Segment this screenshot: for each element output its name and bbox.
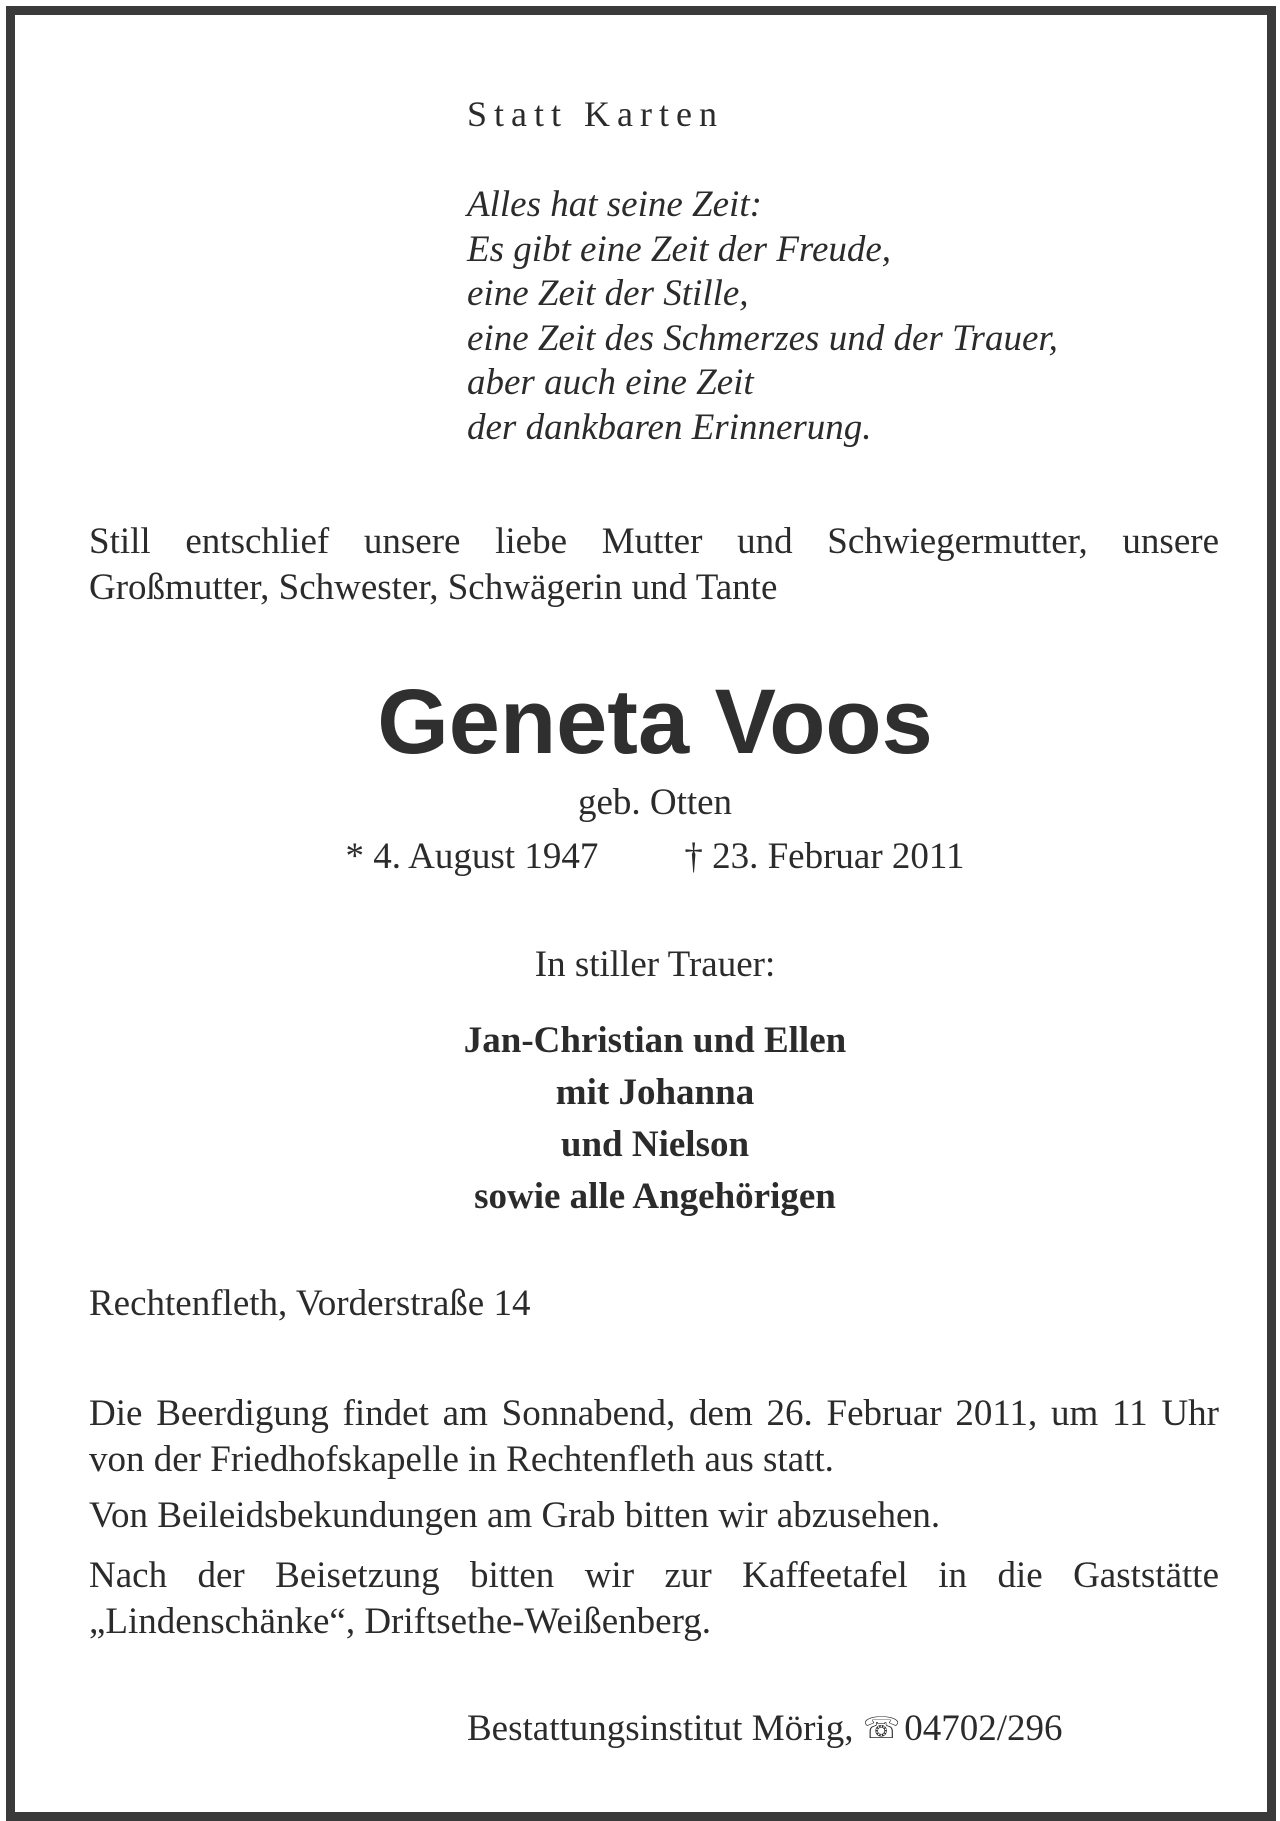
notice-frame: [6, 6, 1276, 1821]
notice-heading: Statt Karten: [467, 94, 724, 134]
deceased-name: Geneta Voos: [377, 671, 933, 773]
poem-line: eine Zeit der Stille,: [467, 273, 749, 314]
poem-line: der dankbaren Erinnerung.: [467, 406, 872, 448]
death-date: † 23. Februar 2011: [684, 836, 965, 877]
reception-note: Nach der Beisetzung bitten wir zur Kaffeetafel in die Gaststätte „Lindenschänke“, Driftsethe-Weißenberg.: [89, 1555, 1219, 1642]
telephone-icon: ☏: [862, 1711, 901, 1746]
poem-line: Es gibt eine Zeit der Freude,: [467, 228, 892, 270]
mourning-label: In stiller Trauer:: [534, 944, 776, 985]
family-list: [15, 1015, 1280, 1223]
intro-text: Still entschlief unsere liebe Mutter und Schwiegermutter, unsere Großmutter, Schwester, Schwägerin und Tante: [89, 521, 1219, 608]
poem-line: aber auch eine Zeit: [467, 362, 754, 403]
family-line: mit Johanna: [555, 1072, 755, 1113]
family-line: und Nielson: [560, 1124, 750, 1165]
funeral-details: Die Beerdigung findet am Sonnabend, dem 26. Februar 2011, um 11 Uhr von der Friedhofskapelle in Rechtenfleth aus statt.: [89, 1393, 1219, 1480]
undertaker-line: [467, 1707, 1063, 1750]
life-dates: [15, 835, 1280, 878]
maiden-name: geb. Otten: [577, 782, 733, 823]
phone-number: 04702/296: [904, 1708, 1063, 1749]
family-line: Jan-Christian und Ellen: [463, 1020, 847, 1061]
birth-date: * 4. August 1947: [345, 836, 599, 877]
poem-line: eine Zeit des Schmerzes und der Trauer,: [467, 317, 1058, 359]
poem: [467, 183, 1058, 450]
family-line: sowie alle Angehörigen: [474, 1176, 836, 1217]
address: Rechtenfleth, Vorderstraße 14: [89, 1283, 531, 1324]
condolence-note: Von Beileidsbekundungen am Grab bitten wir abzusehen.: [89, 1495, 941, 1536]
poem-line: Alles hat seine Zeit:: [467, 184, 762, 225]
undertaker-name: Bestattungsinstitut Mörig,: [467, 1708, 854, 1749]
